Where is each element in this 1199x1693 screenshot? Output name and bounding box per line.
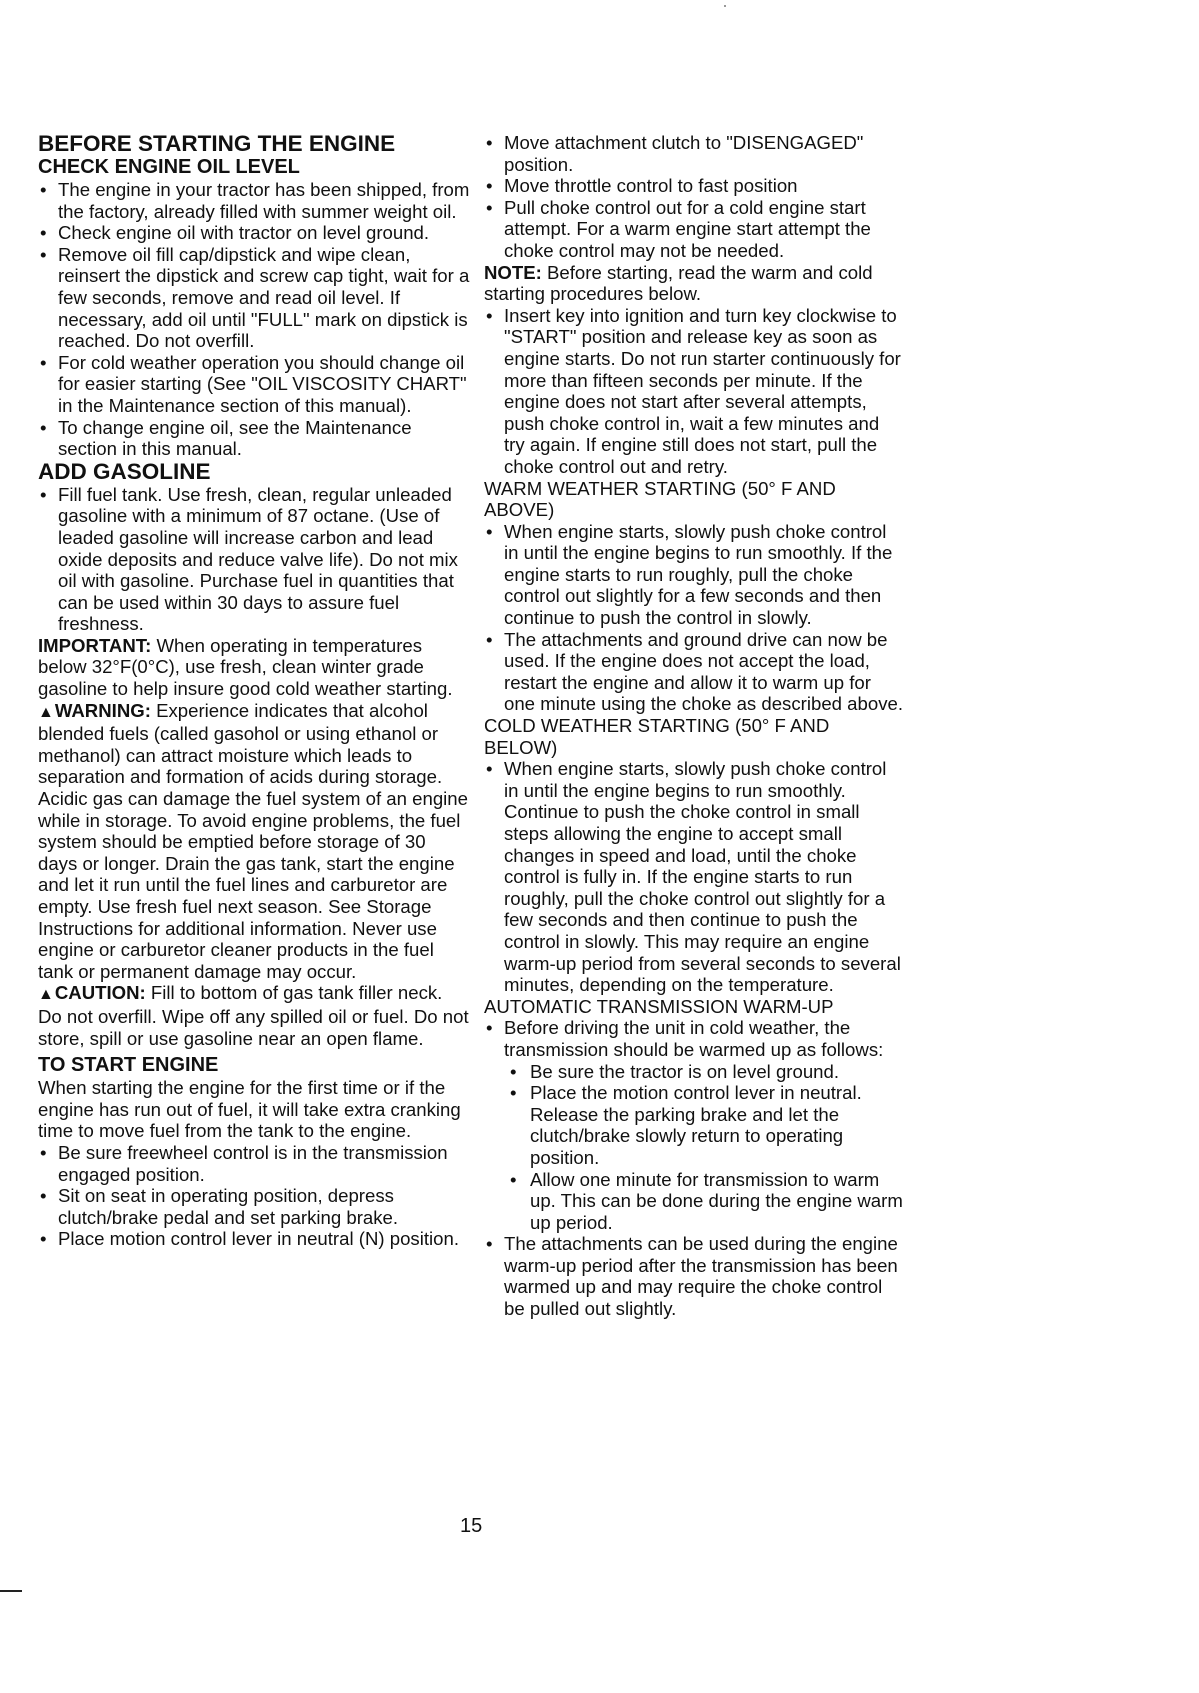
list-item: • When engine starts, slowly push choke control in until the engine begins to run smoothly. If the engine starts to run roughly, pull the choke control out slightly for a few seconds and then continue to push the control in slowly. — [484, 521, 904, 629]
important-text: When operating in temperatures below 32°F(0°C), use fresh, clean winter grade gasoline to help insure good cold weather starting. — [38, 634, 453, 700]
right-column — [484, 132, 904, 1320]
gas-bullet-list — [38, 484, 470, 635]
list-item: • Pull choke control out for a cold engine start attempt. For a warm engine start attempt the choke control may not be needed. — [484, 197, 904, 262]
note-text: Before starting, read the warm and cold starting procedures below. — [484, 261, 873, 305]
list-item: • Move throttle control to fast position — [484, 175, 904, 197]
start-bullet-list — [38, 1142, 470, 1250]
note-paragraph — [484, 262, 904, 305]
list-item: • Before driving the unit in cold weather, the transmission should be warmed up as follows: — [484, 1017, 904, 1060]
important-paragraph — [38, 635, 470, 700]
warning-label: WARNING: — [54, 699, 151, 721]
transmission-sub-list — [484, 1061, 904, 1234]
warning-text: Experience indicates that alcohol blended fuels (called gasohol or using ethanol or methanol) can attract moisture which leads to separation and formation of acids during storage. Acidic gas can damage the fuel system of an engine while in storage. To avoid engine problems, the fuel system should be emptied before storage of 30 days or longer. Drain the gas tank, start the engine and let it run until the fuel lines and carburetor are empty. Use fresh fuel next season. See Storage Instructions for additional information. Never use engine or carburetor cleaner products in the fuel tank or permanent damage may occur. — [38, 699, 468, 982]
list-item: • When engine starts, slowly push choke control in until the engine begins to run smoothly. Continue to push the choke control in small steps allowing the engine to accept small changes in speed and load, until the choke control is fully in. If the engine starts to run roughly, pull the choke control out slightly for a few seconds and then continue to push the control in slowly. This may require an engine warm-up period from several seconds to several minutes, depending on the temperature. — [484, 758, 904, 996]
list-item: • The attachments and ground drive can now be used. If the engine does not accept the load, restart the engine and allow it to warm up for one minute using the choke as described above. — [484, 629, 904, 715]
list-item: • To change engine oil, see the Maintenance section in this manual. — [38, 417, 470, 460]
caution-paragraph — [38, 982, 470, 1049]
warning-paragraph — [38, 700, 470, 983]
sub-list-item: • Be sure the tractor is on level ground. — [484, 1061, 904, 1083]
sub-list-item: • Place the motion control lever in neutral. Release the parking brake and let the clutch/brake slowly return to operating position. — [484, 1082, 904, 1168]
oil-bullet-list — [38, 179, 470, 460]
list-item: • Be sure freewheel control is in the transmission engaged position. — [38, 1142, 470, 1185]
caution-icon: ▲ — [38, 986, 54, 1004]
transmission-heading: AUTOMATIC TRANSMISSION WARM-UP — [484, 995, 834, 1017]
list-item: • The attachments can be used during the engine warm-up period after the transmission has been warmed up and may require the choke control be pulled out slightly. — [484, 1233, 904, 1319]
warning-icon: ▲ — [38, 703, 54, 721]
oil-heading: CHECK ENGINE OIL LEVEL — [38, 156, 300, 178]
top-bullet-list — [484, 132, 904, 262]
left-column — [38, 132, 470, 1250]
caution-label: CAUTION: — [54, 982, 146, 1004]
warm-heading: WARM WEATHER STARTING (50° F AND ABOVE) — [484, 477, 836, 521]
list-item: • Place motion control lever in neutral (N) position. — [38, 1228, 470, 1250]
start-intro: When starting the engine for the first time or if the engine has run out of fuel, it will take extra cranking time to move fuel from the tank to the engine. — [38, 1077, 461, 1142]
important-label: IMPORTANT: — [38, 634, 152, 656]
gas-heading: ADD GASOLINE — [38, 458, 211, 484]
caution-text: Fill to bottom of gas tank filler neck. Do not overfill. Wipe off any spilled oil or fuel. Do not store, spill or use gasoline near an open flame. — [38, 982, 469, 1049]
section-title: BEFORE STARTING THE ENGINE — [38, 131, 396, 156]
scan-mark — [724, 5, 726, 7]
list-item: • Sit on seat in operating position, depress clutch/brake pedal and set parking brake. — [38, 1185, 470, 1228]
cold-bullet-list — [484, 758, 904, 996]
sub-list-item: • Allow one minute for transmission to warm up. This can be done during the engine warm up period. — [484, 1169, 904, 1234]
list-item: • Move attachment clutch to "DISENGAGED" position. — [484, 132, 904, 175]
list-item: • For cold weather operation you should change oil for easier starting (See "OIL VISCOSITY CHART" in the Maintenance section of this manual). — [38, 352, 470, 417]
list-item: • Fill fuel tank. Use fresh, clean, regular unleaded gasoline with a minimum of 87 octane. (Use of leaded gasoline will increase carbon and lead oxide deposits and reduce valve life). Do not mix oil with gasoline. Purchase fuel in quantities that can be used within 30 days to assure fuel freshness. — [38, 484, 470, 635]
list-item: • Insert key into ignition and turn key clockwise to "START" position and release key as soon as engine starts. Do not run starter continuously for more than fifteen seconds per minute. If the engine does not start after several attempts, push choke control in, wait a few minutes and try again. If engine still does not start, pull the choke control out and retry. — [484, 305, 904, 478]
transmission-bullet-list — [484, 1017, 904, 1060]
edge-mark — [0, 1590, 22, 1592]
list-item: • Check engine oil with tractor on level ground. — [38, 222, 470, 244]
cold-heading: COLD WEATHER STARTING (50° F AND BELOW) — [484, 715, 830, 758]
list-item: • Remove oil fill cap/dipstick and wipe clean, reinsert the dipstick and screw cap tight, wait for a few seconds, remove and read oil level. If necessary, add oil until "FULL" mark on dipstick is reached. Do not overfill. — [38, 244, 470, 352]
key-bullet-list — [484, 305, 904, 478]
warm-bullet-list — [484, 521, 904, 715]
list-item: • The engine in your tractor has been shipped, from the factory, already filled with summer weight oil. — [38, 179, 470, 222]
final-bullet-list — [484, 1233, 904, 1319]
start-heading: TO START ENGINE — [38, 1054, 219, 1077]
page-number: 15 — [460, 1515, 483, 1537]
note-label: NOTE: — [484, 261, 542, 283]
